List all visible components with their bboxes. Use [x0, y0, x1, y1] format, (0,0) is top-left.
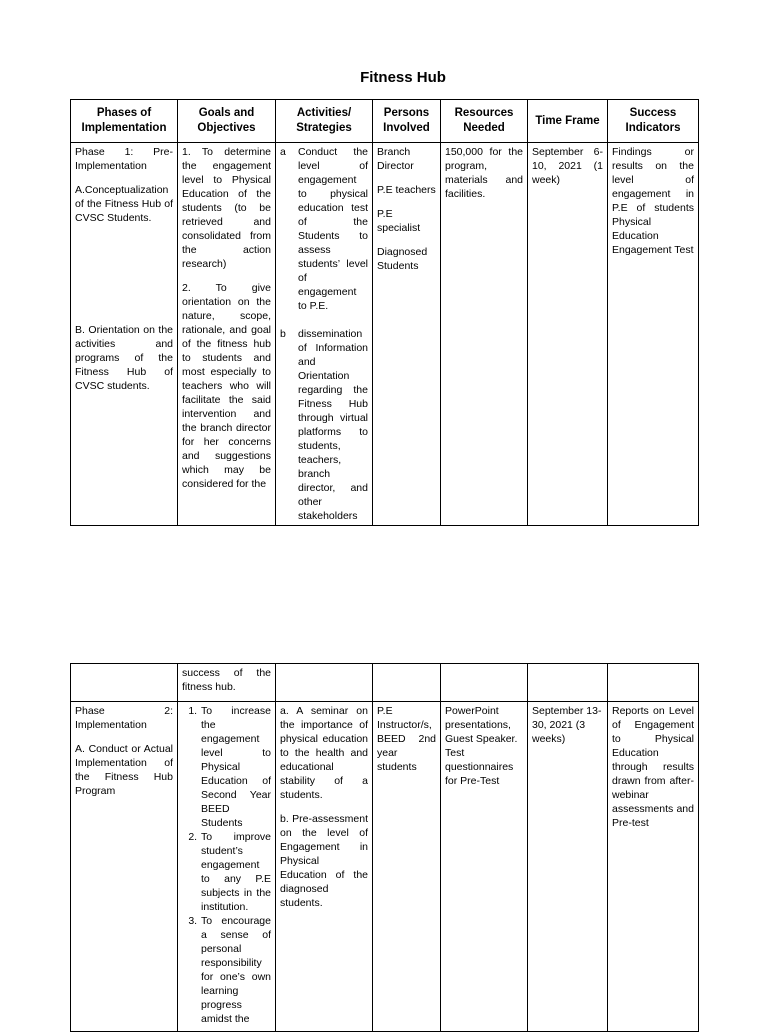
phase1-resources: 150,000 for the program, materials and facilities.	[445, 146, 523, 200]
header-persons: Persons Involved	[373, 100, 441, 143]
phase1-indicators-cell	[608, 143, 699, 526]
list-item: 1. To increase the engagement level to Physical Education of Second Year BEED Students	[200, 704, 271, 830]
continuation-goal-text: success of the fitness hub.	[182, 667, 271, 693]
phase1-cell	[71, 143, 178, 526]
phase2-indicators-cell	[608, 702, 699, 1032]
phase2-indicators: Reports on Level of Engagement to Physical Education through results drawn from after-webinar assessments and Pre-test	[612, 705, 694, 829]
phase2-time-cell	[528, 702, 608, 1032]
phase2-title: Phase 2: Implementation	[75, 705, 173, 731]
phase2-time-frame: September 13-30, 2021 (3 weeks)	[532, 705, 602, 745]
implementation-table-page1	[70, 99, 699, 526]
header-resources: Resources Needed	[441, 100, 528, 143]
phase2-persons: P.E Instructor/s, BEED 2nd year students	[377, 705, 436, 773]
phase1-resources-cell	[441, 143, 528, 526]
person-item: P.E specialist	[377, 208, 421, 234]
phase1-goal-2: 2. To give orientation on the nature, scope, rationale, and goal of the fitness hub to students and most especially to teachers who will facilitate the said intervention and the branch director for her concerns and suggestions which may be considered for the	[182, 282, 271, 490]
empty-cell	[441, 664, 528, 702]
header-time-frame: Time Frame	[528, 100, 608, 143]
person-item: Branch Director	[377, 146, 414, 172]
empty-cell	[608, 664, 699, 702]
continuation-goal-cell	[178, 664, 276, 702]
list-item: 3. To encourage a sense of personal responsibility for one’s own learning progress amidst the	[200, 914, 271, 1026]
phase1-activity-a	[280, 145, 368, 313]
header-goals: Goals and Objectives	[178, 100, 276, 143]
empty-cell	[528, 664, 608, 702]
phase1-sub-b: B. Orientation on the activities and programs of the Fitness Hub of CVSC students.	[75, 324, 173, 392]
document-title: Fitness Hub	[360, 69, 446, 86]
phase1-goal-1: 1. To determine the engagement level to Physical Education of the students (to be retrieved and consolidated from the action research)	[182, 146, 271, 270]
empty-cell	[71, 664, 178, 702]
phase2-goals-cell	[178, 702, 276, 1032]
phase1-sub-a: A.Conceptualization of the Fitness Hub of CVSC Students.	[75, 184, 173, 224]
phase1-goals-cell	[178, 143, 276, 526]
phase1-activity-b	[280, 327, 368, 523]
header-indicators: Success Indicators	[608, 100, 699, 143]
table-row-phase1	[71, 143, 699, 526]
phase2-cell	[71, 702, 178, 1032]
empty-cell	[373, 664, 441, 702]
activity-marker: b	[280, 328, 286, 340]
phase2-persons-cell	[373, 702, 441, 1032]
table-row-continuation	[71, 664, 699, 702]
phase1-time-cell	[528, 143, 608, 526]
phase2-sub-a: A. Conduct or Actual Implementation of the Fitness Hub Program	[75, 743, 173, 797]
phase2-goals-list	[182, 704, 271, 1026]
empty-cell	[276, 664, 373, 702]
implementation-table-page2	[70, 663, 699, 1032]
table-row-phase2	[71, 702, 699, 1032]
phase2-activity-a: a. A seminar on the importance of physical education to the health and educational stability of a students.	[280, 705, 368, 801]
activity-text: dissemination of Information and Orientation regarding the Fitness Hub through virtual platforms to students, teachers, branch director, and other stakeholders	[298, 328, 368, 522]
phase2-activity-b: b. Pre-assessment on the level of Engagement in Physical Education of the diagnosed students.	[280, 813, 368, 909]
phase1-persons-cell	[373, 143, 441, 526]
phase2-resources: PowerPoint presentations, Guest Speaker. Test questionnaires for Pre-Test	[445, 705, 518, 787]
header-activities: Activities/ Strategies	[276, 100, 373, 143]
header-phases: Phases of Implementation	[71, 100, 178, 143]
phase1-activities-cell	[276, 143, 373, 526]
phase1-title: Phase 1: Pre-Implementation	[75, 146, 173, 172]
phase1-indicators: Findings or results on the level of engagement in P.E of students Physical Education Engagement Test	[612, 146, 694, 256]
phase2-activities-cell	[276, 702, 373, 1032]
person-item: P.E teachers	[377, 184, 436, 196]
activity-marker: a	[280, 146, 286, 158]
list-item: 2. To improve student’s engagement to any P.E subjects in the institution.	[200, 830, 271, 914]
phase1-time-frame: September 6-10, 2021 (1 week)	[532, 146, 603, 186]
table-header-row	[71, 100, 699, 143]
activity-text: Conduct the level of engagement to physical education test of the Students to assess students’ level of engagement to P.E.	[298, 146, 368, 312]
person-item: Diagnosed Students	[377, 246, 428, 272]
phase2-resources-cell	[441, 702, 528, 1032]
